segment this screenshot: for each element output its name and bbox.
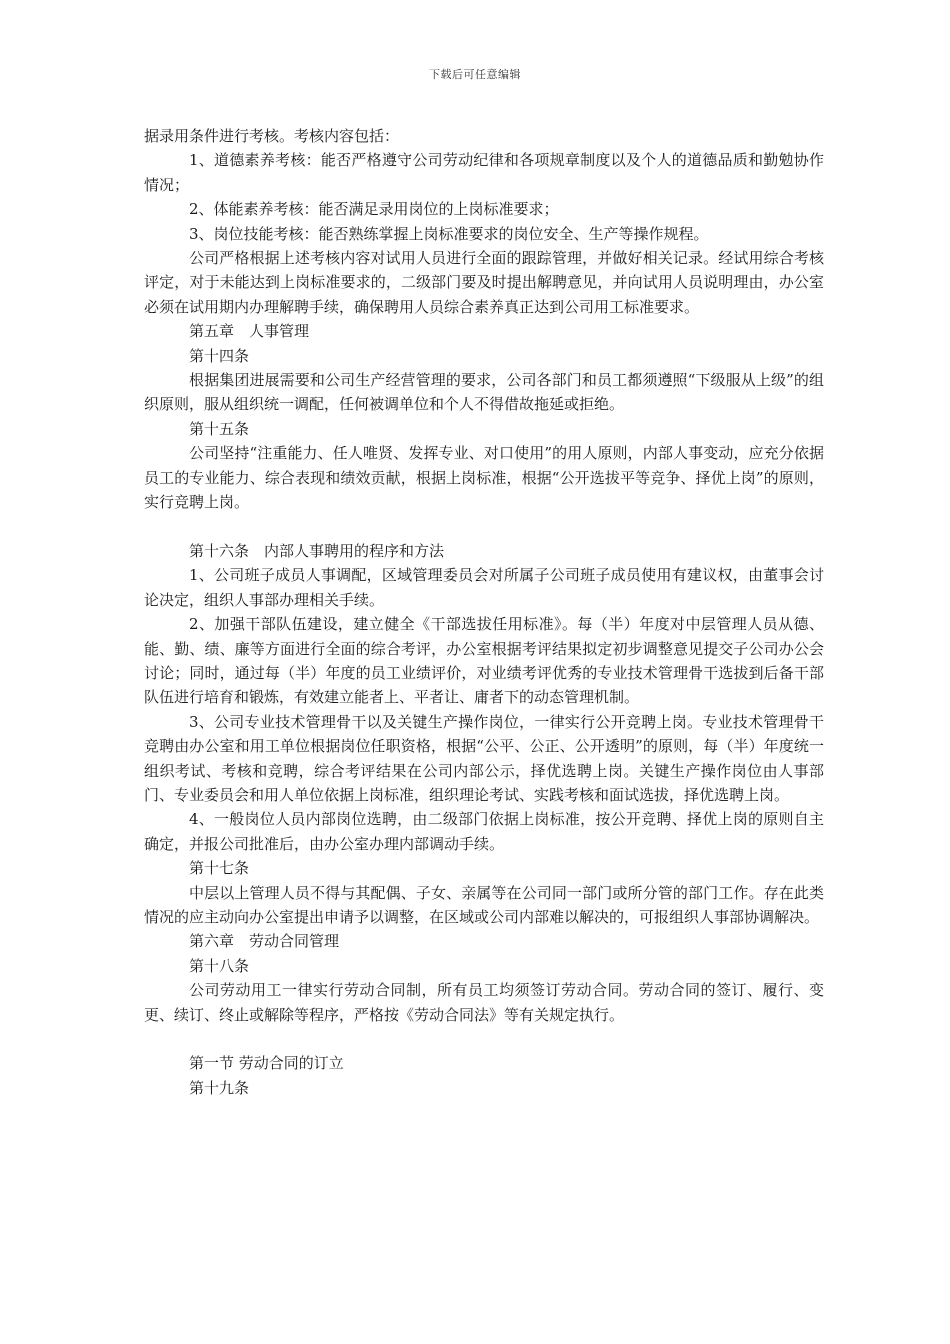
list-item: 2、体能素养考核：能否满足录用岗位的上岗标准要求； [189, 200, 559, 219]
article-heading: 第十六条 内部人事聘用的程序和方法 [189, 541, 445, 560]
article-heading: 第十九条 [189, 1078, 250, 1097]
article-heading: 第十八条 [189, 956, 250, 975]
paragraph: 公司严格根据上述考核内容对试用人员进行全面的跟踪管理，并做好相关记录。经试用综合考核评定，对于未能达到上岗标准要求的，二级部门要及时提出解聘意见，并向试用人员说明理由，办公室必须在试用期内办理解聘手续，确保聘用人员综合素养真正达到公司用工标准要求。 [144, 249, 824, 316]
article-heading: 第十七条 [189, 859, 250, 878]
paragraph: 公司劳动用工一律实行劳动合同制，所有员工均须签订劳动合同。劳动合同的签订、履行、变更、续订、终止或解除等程序，严格按《劳动合同法》等有关规定执行。 [144, 981, 824, 1024]
chapter-heading: 第六章 劳动合同管理 [189, 932, 340, 951]
list-item: 4、一般岗位人员内部岗位选聘，由二级部门依据上岗标准，按公开竞聘、择优上岗的原则自主确定，并报公司批准后，由办公室办理内部调动手续。 [144, 810, 824, 853]
list-item: 2、加强干部队伍建设，建立健全《干部选拔任用标准》。每（半）年度对中层管理人员从德、能、勤、绩、廉等方面进行全面的综合考评，办公室根据考评结果拟定初步调整意见提交子公司办公会讨论；同时，通过每（半）年度的员工业绩评价，对业绩考评优秀的专业技术管理骨干选拔到后备干部队伍进行培育和锻炼，有效建立能者上、平者让、庸者下的动态管理机制。 [144, 615, 824, 707]
paragraph: 据录用条件进行考核。考核内容包括： [144, 127, 400, 145]
list-item: 1、道德素养考核：能否严格遵守公司劳动纪律和各项规章制度以及个人的道德品质和勤勉协作情况； [144, 151, 824, 194]
paragraph: 中层以上管理人员不得与其配偶、子女、亲属等在公司同一部门或所分管的部门工作。存在此类情况的应主动向办公室提出申请予以调整，在区域或公司内部难以解决的，可报组织人事部协调解决。 [144, 883, 824, 926]
article-heading: 第十四条 [189, 346, 250, 365]
page-header: 下载后可任意编辑 [429, 68, 521, 81]
chapter-heading: 第五章 人事管理 [189, 322, 310, 341]
article-heading: 第十五条 [189, 419, 250, 438]
section-heading: 第一节 劳动合同的订立 [189, 1054, 344, 1073]
list-item: 3、公司专业技术管理骨干以及关键生产操作岗位，一律实行公开竞聘上岗。专业技术管理骨干竞聘由办公室和用工单位根据岗位任职资格，根据“公平、公正、公开透明”的原则，每（半）年度统一组织考试、考核和竞聘，综合考评结果在公司内部公示，择优选聘上岗。关键生产操作岗位由人事部门、专业委员会和用人单位依据上岗标准，组织理论考试、实践考核和面试选拔，择优选聘上岗。 [144, 712, 824, 804]
list-item: 1、公司班子成员人事调配，区域管理委员会对所属子公司班子成员使用有建议权，由董事会讨论决定，组织人事部办理相关手续。 [144, 566, 824, 609]
blank-line [144, 515, 824, 539]
document-body [144, 124, 824, 1100]
list-item: 3、岗位技能考核：能否熟练掌握上岗标准要求的岗位安全、生产等操作规程。 [189, 224, 709, 243]
blank-line [144, 1027, 824, 1051]
paragraph: 公司坚持“注重能力、任人唯贤、发挥专业、对口使用”的用人原则，内部人事变动，应充分依据员工的专业能力、综合表现和绩效贡献，根据上岗标准，根据“公开选拔平等竞争、择优上岗”的原则，实行竞聘上岗。 [144, 444, 824, 512]
paragraph: 根据集团进展需要和公司生产经营管理的要求，公司各部门和员工都须遵照“下级服从上级”的组织原则，服从组织统一调配，任何被调单位和个人不得借故拖延或拒绝。 [144, 371, 824, 414]
